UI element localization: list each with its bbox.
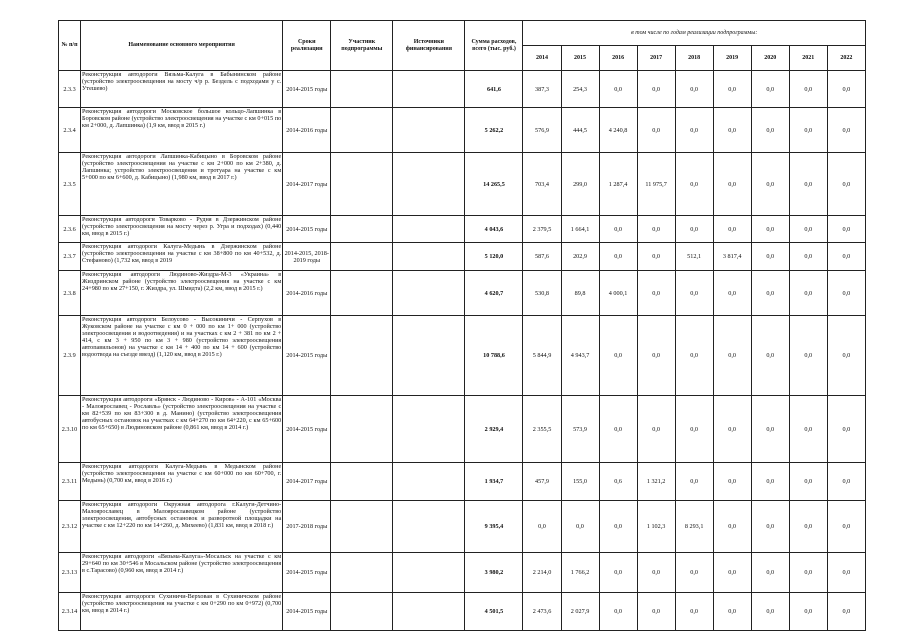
row-total: 5 120,0 <box>465 243 523 271</box>
row-year-2014-value: 0,0 <box>523 501 561 553</box>
table-body <box>59 71 866 631</box>
row-year-2017-value: 11 975,7 <box>637 153 675 216</box>
row-sources <box>393 243 465 271</box>
row-year-2017-value: 1 321,2 <box>637 463 675 501</box>
row-year-2021-value: 0,0 <box>789 316 827 396</box>
row-year-2022-value: 0,0 <box>827 243 865 271</box>
header-by-years: в том числе по годам реализации подпрограммы: <box>523 21 866 46</box>
header-participant: Участник подпрограммы <box>331 21 393 71</box>
row-year-2015-value: 202,9 <box>561 243 599 271</box>
row-total: 4 043,6 <box>465 216 523 243</box>
row-number: 2.3.4 <box>59 108 81 153</box>
row-year-2020-value: 0,0 <box>751 243 789 271</box>
row-sources <box>393 593 465 631</box>
header-year-2020: 2020 <box>751 46 789 71</box>
row-period: 2014-2015 годы <box>283 396 331 463</box>
row-total: 9 395,4 <box>465 501 523 553</box>
row-description: Реконструкция автодороги «Вязьма-Калуга»-Мосальск на участке с км 29+640 по км 30+546 в Мосальском районе (устройство электроосвещения в с.Тарасово) (0,960 км, ввод в 2014 г.) <box>81 553 283 593</box>
row-number: 2.3.6 <box>59 216 81 243</box>
row-sources <box>393 271 465 316</box>
row-sources <box>393 316 465 396</box>
row-total: 4 501,5 <box>465 593 523 631</box>
row-description: Реконструкция автодороги Калуга-Медынь в Медынском районе (устройство электроосвещения на участке с км 60+000 по км 60+700, г. Медынь) (0,700 км, ввод в 2016 г.) <box>81 463 283 501</box>
header-name: Наименование основного мероприятия <box>81 21 283 71</box>
row-year-2018-value: 0,0 <box>675 593 713 631</box>
row-sources <box>393 501 465 553</box>
header-total: Сумма расходов, всего (тыс. руб.) <box>465 21 523 71</box>
header-period: Сроки реализации <box>283 21 331 71</box>
row-year-2019-value: 0,0 <box>713 553 751 593</box>
row-number: 2.3.13 <box>59 553 81 593</box>
row-year-2015-value: 299,0 <box>561 153 599 216</box>
row-year-2021-value: 0,0 <box>789 553 827 593</box>
row-year-2018-value: 0,0 <box>675 153 713 216</box>
row-year-2021-value: 0,0 <box>789 243 827 271</box>
row-period: 2014-2015 годы <box>283 71 331 108</box>
row-year-2020-value: 0,0 <box>751 71 789 108</box>
row-year-2018-value: 0,0 <box>675 71 713 108</box>
row-year-2020-value: 0,0 <box>751 316 789 396</box>
table-row <box>59 71 866 108</box>
row-year-2014-value: 530,8 <box>523 271 561 316</box>
table-row <box>59 593 866 631</box>
row-number: 2.3.3 <box>59 71 81 108</box>
row-description: Реконструкция автодороги Окружная автодорога г.Калуги-Детчино-Малоярославец в Малоярославецком районе (устройство электроосвещения, автобусных остановок и разворотной площадки на участке с км 12+220 по км 14+260, д. Михеево) (1,831 км, ввод в 2018 г.) <box>81 501 283 553</box>
row-total: 1 934,7 <box>465 463 523 501</box>
row-year-2021-value: 0,0 <box>789 593 827 631</box>
table-row <box>59 153 866 216</box>
row-year-2014-value: 387,3 <box>523 71 561 108</box>
row-year-2014-value: 2 379,5 <box>523 216 561 243</box>
header-year-2017: 2017 <box>637 46 675 71</box>
row-year-2016-value: 0,0 <box>599 593 637 631</box>
row-year-2022-value: 0,0 <box>827 396 865 463</box>
row-year-2019-value: 0,0 <box>713 216 751 243</box>
row-year-2021-value: 0,0 <box>789 71 827 108</box>
row-year-2022-value: 0,0 <box>827 463 865 501</box>
row-year-2014-value: 587,6 <box>523 243 561 271</box>
row-year-2015-value: 0,0 <box>561 501 599 553</box>
row-year-2019-value: 0,0 <box>713 271 751 316</box>
row-description: Реконструкция автодороги Калуга-Медынь в Дзержинском районе (устройство электроосвещения на участке с км 38+800 по км 40+532, д. Стефаново) (1,732 км, ввод в 2019 <box>81 243 283 271</box>
row-year-2020-value: 0,0 <box>751 553 789 593</box>
row-period: 2014-2017 годы <box>283 463 331 501</box>
row-participant <box>331 553 393 593</box>
row-description: Реконструкция автодороги Товарково - Рудня в Дзержинском районе (устройство электроосвещения на мосту через р. Угра и подходах) (0,440 км, ввод в 2015 г.) <box>81 216 283 243</box>
table-row <box>59 316 866 396</box>
row-year-2018-value: 8 293,1 <box>675 501 713 553</box>
row-year-2016-value: 4 000,1 <box>599 271 637 316</box>
row-period: 2014-2016 годы <box>283 271 331 316</box>
row-description: Реконструкция автодороги Белоусово - Высокиничи - Серпухов в Жуковском районе на участке с км 0 + 000 по км 1+ 000 (устройство электроосвещения и водоотведения) и на участках с км 2 + 381 по км 2 + 414, с км 3 + 950 по км 3 + 980 (устройство электроосвещения автопавильонов) на участке с км 14 + 400 по км 14 + 600 (устройство водоотвода на съезде ввезд) (1,120 км, ввод в 2015 г.) <box>81 316 283 396</box>
row-year-2020-value: 0,0 <box>751 153 789 216</box>
row-number: 2.3.7 <box>59 243 81 271</box>
row-number: 2.3.12 <box>59 501 81 553</box>
row-period: 2014-2015 годы <box>283 593 331 631</box>
table-row <box>59 553 866 593</box>
row-year-2014-value: 457,9 <box>523 463 561 501</box>
row-description: Реконструкция автодороги Сухиничи-Верховая в Сухиничском районе (устройство электроосвещения на участке с км 0+290 по км 0+972) (0,700 км, ввод в 2014 г.) <box>81 593 283 631</box>
row-year-2022-value: 0,0 <box>827 71 865 108</box>
row-year-2016-value: 0,0 <box>599 553 637 593</box>
row-year-2019-value: 3 817,4 <box>713 243 751 271</box>
row-year-2019-value: 0,0 <box>713 501 751 553</box>
row-year-2018-value: 0,0 <box>675 271 713 316</box>
row-year-2020-value: 0,0 <box>751 501 789 553</box>
row-sources <box>393 463 465 501</box>
row-year-2015-value: 89,8 <box>561 271 599 316</box>
row-year-2017-value: 1 102,3 <box>637 501 675 553</box>
row-participant <box>331 463 393 501</box>
row-number: 2.3.8 <box>59 271 81 316</box>
row-year-2016-value: 0,0 <box>599 316 637 396</box>
table-row <box>59 108 866 153</box>
row-year-2021-value: 0,0 <box>789 216 827 243</box>
row-number: 2.3.10 <box>59 396 81 463</box>
row-year-2016-value: 1 287,4 <box>599 153 637 216</box>
row-participant <box>331 593 393 631</box>
row-number: 2.3.9 <box>59 316 81 396</box>
row-participant <box>331 153 393 216</box>
row-year-2021-value: 0,0 <box>789 463 827 501</box>
row-year-2016-value: 0,0 <box>599 501 637 553</box>
header-sources: Источники финансирования <box>393 21 465 71</box>
row-period: 2017-2018 годы <box>283 501 331 553</box>
header-year-2019: 2019 <box>713 46 751 71</box>
row-year-2019-value: 0,0 <box>713 463 751 501</box>
row-year-2014-value: 2 355,5 <box>523 396 561 463</box>
row-year-2017-value: 0,0 <box>637 553 675 593</box>
row-year-2022-value: 0,0 <box>827 108 865 153</box>
row-year-2019-value: 0,0 <box>713 108 751 153</box>
header-year-2016: 2016 <box>599 46 637 71</box>
row-year-2015-value: 155,0 <box>561 463 599 501</box>
row-total: 5 262,2 <box>465 108 523 153</box>
row-year-2015-value: 2 027,9 <box>561 593 599 631</box>
row-year-2020-value: 0,0 <box>751 593 789 631</box>
row-year-2021-value: 0,0 <box>789 271 827 316</box>
row-year-2018-value: 0,0 <box>675 396 713 463</box>
row-total: 4 620,7 <box>465 271 523 316</box>
row-sources <box>393 216 465 243</box>
row-year-2021-value: 0,0 <box>789 153 827 216</box>
row-year-2016-value: 4 240,8 <box>599 108 637 153</box>
row-year-2015-value: 4 943,7 <box>561 316 599 396</box>
row-description: Реконструкция автодороги Московское большое кольцо-Лапшинка в Боровском районе (устройство электроосвещения на участке с км 0+015 по км 2+000, д. Лапшинка) (1,9 км, ввод в 2015 г.) <box>81 108 283 153</box>
row-year-2020-value: 0,0 <box>751 108 789 153</box>
row-year-2015-value: 254,3 <box>561 71 599 108</box>
row-number: 2.3.11 <box>59 463 81 501</box>
row-year-2014-value: 2 214,0 <box>523 553 561 593</box>
row-description: Реконструкция автодороги «Брянск - Людиново - Киров» - А-101 «Москва - Малоярославец - Рославль» (устройство электроосвещения на участке с км 82+539 по км 83+300 в д. Манино) (устройство электроосвещения автобусных остановок на участках с км 64+270 по км 64+220, с км 65+600 по км 65+650) в Людиновском районе (0,861 км, ввод в 2014 г.) <box>81 396 283 463</box>
row-year-2019-value: 0,0 <box>713 71 751 108</box>
row-year-2021-value: 0,0 <box>789 501 827 553</box>
row-description: Реконструкция автодороги Лапшинка-Кабицыно в Боровском районе (устройство электроосвещения на участке с км 2+000 по км 2+380, д. Лапшинка; устройство электроосвещения и тротуара на участке с км 5+000 по км 6+600, д. Кабицыно) (1,980 км, ввод в 2017 г.) <box>81 153 283 216</box>
row-year-2018-value: 0,0 <box>675 463 713 501</box>
header-year-2015: 2015 <box>561 46 599 71</box>
row-sources <box>393 553 465 593</box>
row-year-2018-value: 0,0 <box>675 553 713 593</box>
row-description: Реконструкция автодороги Вязьма-Калуга в Бабынинском районе (устройство электроосвещения на мосту ч/р р. Бездель с подходами у с. Утешево) <box>81 71 283 108</box>
row-year-2015-value: 573,9 <box>561 396 599 463</box>
row-year-2016-value: 0,6 <box>599 463 637 501</box>
row-period: 2014-2017 годы <box>283 153 331 216</box>
table-row <box>59 463 866 501</box>
row-year-2014-value: 576,9 <box>523 108 561 153</box>
row-year-2014-value: 5 844,9 <box>523 316 561 396</box>
header-year-2022: 2022 <box>827 46 865 71</box>
row-year-2017-value: 0,0 <box>637 593 675 631</box>
row-year-2020-value: 0,0 <box>751 463 789 501</box>
row-period: 2014-2015 годы <box>283 216 331 243</box>
table-row <box>59 216 866 243</box>
table-row <box>59 243 866 271</box>
row-year-2016-value: 0,0 <box>599 396 637 463</box>
row-year-2017-value: 0,0 <box>637 216 675 243</box>
row-year-2017-value: 0,0 <box>637 243 675 271</box>
row-year-2015-value: 444,5 <box>561 108 599 153</box>
row-year-2018-value: 512,1 <box>675 243 713 271</box>
expenditure-table <box>58 20 866 631</box>
row-year-2022-value: 0,0 <box>827 271 865 316</box>
row-total: 641,6 <box>465 71 523 108</box>
row-year-2022-value: 0,0 <box>827 216 865 243</box>
row-year-2021-value: 0,0 <box>789 396 827 463</box>
row-period: 2014-2015 годы <box>283 316 331 396</box>
header-year-2014: 2014 <box>523 46 561 71</box>
header-num: № п/п <box>59 21 81 71</box>
row-sources <box>393 396 465 463</box>
row-year-2019-value: 0,0 <box>713 396 751 463</box>
row-sources <box>393 153 465 216</box>
row-participant <box>331 243 393 271</box>
row-participant <box>331 71 393 108</box>
row-year-2016-value: 0,0 <box>599 216 637 243</box>
row-total: 14 265,5 <box>465 153 523 216</box>
row-year-2022-value: 0,0 <box>827 153 865 216</box>
table-row <box>59 501 866 553</box>
row-year-2016-value: 0,0 <box>599 243 637 271</box>
row-period: 2014-2015 годы <box>283 553 331 593</box>
row-year-2021-value: 0,0 <box>789 108 827 153</box>
header-year-2018: 2018 <box>675 46 713 71</box>
row-participant <box>331 216 393 243</box>
row-year-2015-value: 1 766,2 <box>561 553 599 593</box>
row-period: 2014-2015, 2018-2019 годы <box>283 243 331 271</box>
row-year-2022-value: 0,0 <box>827 316 865 396</box>
row-year-2014-value: 703,4 <box>523 153 561 216</box>
row-year-2017-value: 0,0 <box>637 271 675 316</box>
row-year-2017-value: 0,0 <box>637 71 675 108</box>
row-total: 10 788,6 <box>465 316 523 396</box>
row-year-2022-value: 0,0 <box>827 501 865 553</box>
row-period: 2014-2016 годы <box>283 108 331 153</box>
row-description: Реконструкция автодороги Людиново-Жиздра-М-3 «Украина» в Жиздринском районе (устройство электроосвещения на участке с км 24+980 по км 27+150, г. Жиздра, ул. Шмидта) (2,2 км, ввод в 2015 г.) <box>81 271 283 316</box>
row-year-2018-value: 0,0 <box>675 108 713 153</box>
row-participant <box>331 501 393 553</box>
row-sources <box>393 71 465 108</box>
row-participant <box>331 108 393 153</box>
row-participant <box>331 271 393 316</box>
row-participant <box>331 396 393 463</box>
row-year-2020-value: 0,0 <box>751 396 789 463</box>
row-year-2017-value: 0,0 <box>637 108 675 153</box>
row-year-2016-value: 0,0 <box>599 71 637 108</box>
row-year-2017-value: 0,0 <box>637 316 675 396</box>
row-year-2018-value: 0,0 <box>675 216 713 243</box>
table-row <box>59 396 866 463</box>
row-year-2018-value: 0,0 <box>675 316 713 396</box>
row-year-2019-value: 0,0 <box>713 316 751 396</box>
table-row <box>59 271 866 316</box>
row-total: 3 980,2 <box>465 553 523 593</box>
row-year-2019-value: 0,0 <box>713 153 751 216</box>
row-number: 2.3.14 <box>59 593 81 631</box>
row-year-2014-value: 2 473,6 <box>523 593 561 631</box>
row-number: 2.3.5 <box>59 153 81 216</box>
header-year-2021: 2021 <box>789 46 827 71</box>
row-year-2020-value: 0,0 <box>751 271 789 316</box>
row-year-2017-value: 0,0 <box>637 396 675 463</box>
row-total: 2 929,4 <box>465 396 523 463</box>
row-participant <box>331 316 393 396</box>
row-year-2022-value: 0,0 <box>827 553 865 593</box>
row-year-2019-value: 0,0 <box>713 593 751 631</box>
row-year-2015-value: 1 664,1 <box>561 216 599 243</box>
row-sources <box>393 108 465 153</box>
row-year-2020-value: 0,0 <box>751 216 789 243</box>
row-year-2022-value: 0,0 <box>827 593 865 631</box>
